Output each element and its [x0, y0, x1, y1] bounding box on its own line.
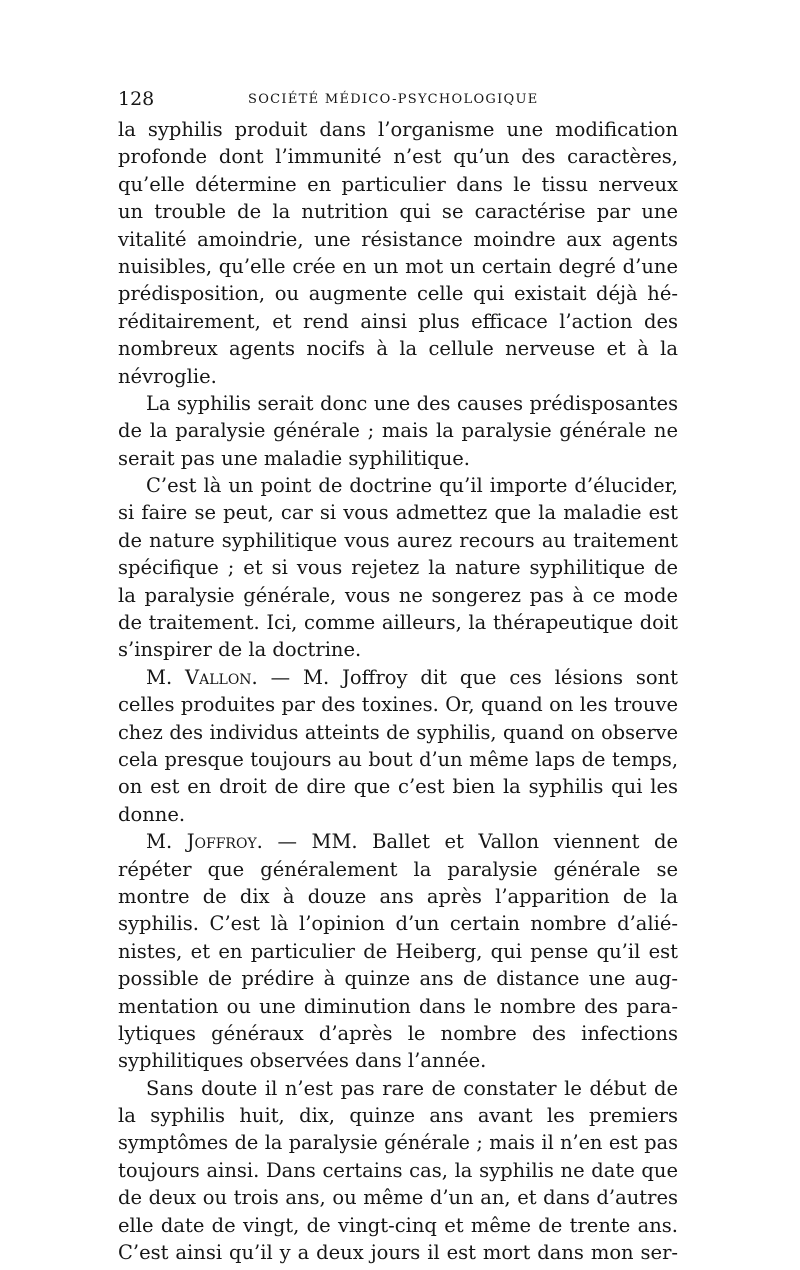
speaker-line [118, 828, 678, 855]
speaker-name: M. Vallon. [146, 665, 258, 689]
text-line: un trouble de la nutrition qui se caractérise par une [118, 200, 678, 224]
text-line: symptômes de la paralysie générale ; mais il n’en est pas [118, 1131, 678, 1155]
text-line: chez des individus atteints de syphilis, quand on observe [118, 720, 678, 744]
text-line: névroglie. [118, 364, 217, 388]
text-line: mentation ou une diminution dans le nombre des para- [118, 994, 678, 1018]
text-line: syphilitiques observées dans l’année. [118, 1049, 487, 1073]
text-line: répéter que généralement la paralysie générale se [118, 857, 678, 881]
page-number: 128 [118, 88, 155, 110]
text-line: serait pas une maladie syphilitique. [118, 446, 470, 470]
text-line: nuisibles, qu’elle crée en un mot un certain degré d’une [118, 254, 678, 278]
text-line: de traitement. Ici, comme ailleurs, la thérapeutique doit [118, 611, 678, 635]
body-text [118, 116, 678, 1266]
speaker-line [118, 664, 678, 691]
text-line: si faire se peut, car si vous admettez que la maladie est [118, 501, 678, 525]
text-line: Sans doute il n’est pas rare de constater le début de [146, 1076, 678, 1100]
text-line: la paralysie générale, vous ne songerez pas à ce mode [118, 583, 678, 607]
text-fragment: — M. Joffroy dit que ces lésions sont [270, 665, 679, 689]
text-line: réditairement, et rend ainsi plus efficace l’action des [118, 309, 678, 333]
journal-title: SOCIÉTÉ MÉDICO-PSYCHOLOGIQUE [248, 92, 539, 107]
text-line: nombreux agents nocifs à la cellule nerveuse et à la [118, 337, 678, 361]
text-fragment: — MM. Ballet et Vallon viennent de [277, 830, 679, 854]
text-line: lytiques généraux d’après le nombre des infections [118, 1021, 678, 1045]
text-line: spécifique ; et si vous rejetez la nature syphilitique de [118, 556, 678, 580]
text-line: s’inspirer de la doctrine. [118, 638, 362, 662]
text-line: cela presque toujours au bout d’un même laps de temps, [118, 747, 678, 771]
text-line: nistes, et en particulier de Heiberg, qui pense qu’il est [118, 939, 678, 963]
text-line: vitalité amoindrie, une résistance moindre aux agents [118, 227, 678, 251]
speaker-name: M. Joffroy. [146, 830, 263, 854]
text-line: qu’elle détermine en particulier dans le tissu nerveux [118, 172, 678, 196]
text-line: de la paralysie générale ; mais la paralysie générale ne [118, 419, 678, 443]
text-line: montre de dix à douze ans après l’apparition de la [118, 884, 678, 908]
text-line: syphilis. C’est là l’opinion d’un certain nombre d’alié- [118, 912, 678, 936]
text-line: donne. [118, 802, 186, 826]
text-line: prédisposition, ou augmente celle qui existait déjà hé- [118, 282, 678, 306]
text-line: La syphilis serait donc une des causes prédisposantes [146, 391, 678, 415]
running-head [118, 88, 678, 114]
text-line: la syphilis produit dans l’organisme une modification [118, 118, 678, 141]
text-line: la syphilis huit, dix, quinze ans avant les premiers [118, 1104, 678, 1128]
text-line: toujours ainsi. Dans certains cas, la syphilis ne date que [118, 1158, 678, 1182]
text-line: de nature syphilitique vous aurez recours au traitement [118, 528, 678, 552]
text-line: celles produites par des toxines. Or, quand on les trouve [118, 693, 678, 717]
text-line: profonde dont l’immunité n’est qu’un des caractères, [118, 145, 678, 169]
text-line: elle date de vingt, de vingt-cinq et même de trente ans. [118, 1213, 678, 1237]
text-line: C’est là un point de doctrine qu’il importe d’élucider, [146, 474, 678, 498]
text-line: possible de prédire à quinze ans de distance une aug- [118, 967, 678, 991]
text-line: on est en droit de dire que c’est bien la syphilis qui les [118, 775, 678, 799]
text-line: C’est ainsi qu’il y a deux jours il est mort dans mon ser- [118, 1241, 678, 1265]
text-line: de deux ou trois ans, ou même d’un an, et dans d’autres [118, 1186, 678, 1210]
